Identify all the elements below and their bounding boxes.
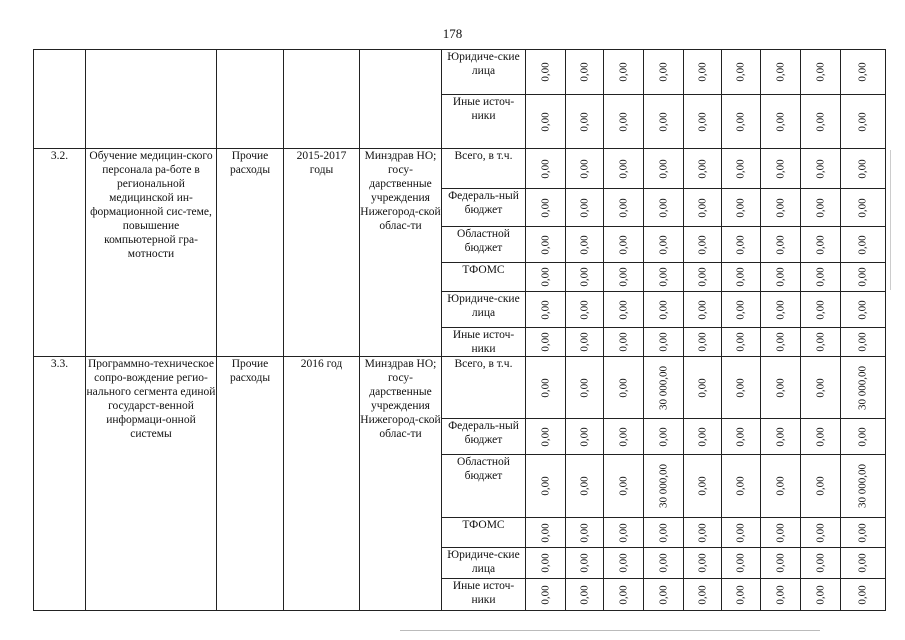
amount-value: 0,00 [734, 332, 747, 352]
funding-source: Юридиче-ские лица [442, 292, 526, 328]
amount-cell [566, 357, 604, 419]
amount-cell [604, 227, 644, 263]
amount-value: 30 000,00 [856, 365, 869, 410]
amount-cell [841, 419, 886, 455]
scan-artifact-line [400, 630, 820, 631]
amount-value: 0,00 [539, 553, 551, 573]
amount-value: 0,00 [814, 234, 826, 255]
amount-value: 0,00 [774, 197, 786, 218]
amount-cell [801, 149, 841, 189]
amount-cell [566, 263, 604, 292]
amount-value: 0,00 [856, 426, 869, 447]
amount-cell [604, 292, 644, 328]
amount-cell [604, 263, 644, 292]
amount-cell [761, 149, 801, 189]
amount-cell [841, 263, 886, 292]
amount-value: 0,00 [774, 267, 786, 287]
amount-cell [684, 292, 722, 328]
item-executor: Минздрав НО; госу-дарственные учреждения Нижегород-ской облас-ти [360, 149, 442, 357]
amount-value: 0,00 [657, 158, 669, 179]
amount-cell [722, 455, 761, 518]
amount-cell [604, 419, 644, 455]
amount-value: 0,00 [734, 299, 747, 320]
amount-value: 0,00 [814, 332, 826, 352]
amount-value: 0,00 [657, 522, 669, 543]
amount-value: 0,00 [657, 584, 669, 605]
amount-cell [722, 189, 761, 227]
amount-cell [566, 328, 604, 357]
amount-cell [684, 548, 722, 579]
amount-cell [801, 227, 841, 263]
funding-source: Областной бюджет [442, 455, 526, 518]
amount-value: 0,00 [814, 377, 826, 398]
amount-cell [644, 328, 684, 357]
amount-cell [722, 357, 761, 419]
amount-value: 30 000,00 [856, 464, 869, 508]
funding-source: ТФОМС [442, 263, 526, 292]
amount-cell [761, 50, 801, 95]
funding-source: Всего, в т.ч. [442, 357, 526, 419]
amount-value: 0,00 [856, 584, 869, 605]
amount-value: 0,00 [578, 377, 590, 398]
amount-cell [526, 263, 566, 292]
amount-cell [801, 518, 841, 548]
amount-value: 0,00 [774, 234, 786, 255]
amount-cell [526, 189, 566, 227]
amount-value: 0,00 [617, 299, 629, 320]
amount-value: 0,00 [814, 476, 826, 496]
amount-cell [604, 328, 644, 357]
amount-value: 0,00 [734, 584, 747, 605]
amount-value: 0,00 [539, 377, 551, 398]
amount-value: 0,00 [856, 522, 869, 543]
amount-cell [644, 189, 684, 227]
item-number: 3.3. [34, 357, 86, 611]
amount-value: 0,00 [539, 111, 551, 132]
amount-value: 0,00 [539, 158, 551, 179]
amount-value: 0,00 [814, 267, 826, 287]
amount-value: 0,00 [578, 299, 590, 320]
amount-cell [604, 189, 644, 227]
amount-cell [644, 50, 684, 95]
amount-cell [801, 263, 841, 292]
amount-value: 0,00 [734, 234, 747, 255]
amount-value: 0,00 [578, 158, 590, 179]
amount-cell [644, 419, 684, 455]
amount-cell [722, 50, 761, 95]
funding-source: Иные источ-ники [442, 328, 526, 357]
amount-cell [526, 455, 566, 518]
amount-cell [801, 189, 841, 227]
amount-value: 0,00 [856, 111, 869, 132]
amount-value: 0,00 [696, 377, 708, 398]
amount-value: 0,00 [578, 522, 590, 543]
amount-value: 0,00 [696, 299, 708, 320]
amount-value: 0,00 [617, 62, 629, 82]
amount-cell [566, 50, 604, 95]
amount-cell [841, 328, 886, 357]
amount-value: 0,00 [814, 62, 826, 82]
amount-value: 0,00 [856, 158, 869, 179]
funding-source: Иные источ-ники [442, 579, 526, 611]
amount-cell [684, 455, 722, 518]
amount-value: 0,00 [617, 234, 629, 255]
amount-value: 0,00 [539, 62, 551, 82]
amount-value: 0,00 [657, 111, 669, 132]
amount-value: 0,00 [814, 584, 826, 605]
amount-cell [644, 227, 684, 263]
amount-cell [604, 50, 644, 95]
funding-source: Иные источ-ники [442, 95, 526, 149]
amount-cell [604, 95, 644, 149]
amount-cell [722, 292, 761, 328]
amount-value: 0,00 [814, 426, 826, 447]
amount-cell [644, 548, 684, 579]
amount-cell [644, 292, 684, 328]
amount-cell [841, 455, 886, 518]
amount-cell [644, 263, 684, 292]
amount-value: 0,00 [578, 553, 590, 573]
amount-value: 0,00 [734, 197, 747, 218]
amount-value: 0,00 [696, 111, 708, 132]
amount-value: 0,00 [774, 476, 786, 496]
item-title [86, 50, 217, 149]
table-row [34, 50, 886, 95]
amount-value: 0,00 [774, 158, 786, 179]
table-row [34, 149, 886, 189]
amount-cell [841, 548, 886, 579]
amount-value: 0,00 [539, 299, 551, 320]
amount-cell [761, 95, 801, 149]
amount-cell [526, 50, 566, 95]
amount-cell [566, 227, 604, 263]
amount-cell [722, 149, 761, 189]
amount-cell [684, 357, 722, 419]
amount-value: 0,00 [734, 426, 747, 447]
amount-cell [684, 263, 722, 292]
amount-value: 0,00 [856, 267, 869, 287]
amount-value: 0,00 [734, 267, 747, 287]
amount-value: 0,00 [856, 332, 869, 352]
amount-cell [566, 518, 604, 548]
amount-cell [566, 292, 604, 328]
amount-cell [841, 189, 886, 227]
amount-value: 0,00 [696, 267, 708, 287]
amount-cell [526, 357, 566, 419]
amount-cell [604, 149, 644, 189]
amount-value: 0,00 [539, 522, 551, 543]
funding-source: Всего, в т.ч. [442, 149, 526, 189]
amount-cell [761, 518, 801, 548]
amount-value: 0,00 [657, 426, 669, 447]
amount-cell [526, 328, 566, 357]
amount-value: 0,00 [617, 377, 629, 398]
amount-value: 0,00 [734, 111, 747, 132]
amount-value: 0,00 [814, 299, 826, 320]
funding-source: Федераль-ный бюджет [442, 189, 526, 227]
funding-source: Федераль-ный бюджет [442, 419, 526, 455]
amount-value: 0,00 [657, 234, 669, 255]
amount-cell [604, 548, 644, 579]
funding-source: ТФОМС [442, 518, 526, 548]
amount-value: 0,00 [774, 111, 786, 132]
amount-value: 0,00 [734, 377, 747, 398]
amount-value: 0,00 [539, 426, 551, 447]
amount-cell [761, 263, 801, 292]
amount-value: 0,00 [657, 267, 669, 287]
amount-cell [644, 455, 684, 518]
amount-value: 0,00 [734, 62, 747, 82]
amount-value: 0,00 [657, 299, 669, 320]
amount-cell [526, 548, 566, 579]
amount-value: 0,00 [657, 197, 669, 218]
amount-cell [841, 357, 886, 419]
amount-value: 0,00 [774, 62, 786, 82]
amount-cell [566, 149, 604, 189]
amount-cell [644, 357, 684, 419]
amount-cell [761, 357, 801, 419]
amount-cell [841, 579, 886, 611]
amount-cell [841, 50, 886, 95]
amount-value: 0,00 [539, 197, 551, 218]
amount-cell [801, 548, 841, 579]
amount-cell [644, 579, 684, 611]
amount-cell [761, 579, 801, 611]
amount-value: 0,00 [774, 584, 786, 605]
funding-source: Юридиче-ские лица [442, 50, 526, 95]
amount-value: 0,00 [696, 197, 708, 218]
amount-cell [526, 95, 566, 149]
amount-cell [722, 419, 761, 455]
amount-value: 0,00 [856, 62, 869, 82]
amount-cell [604, 455, 644, 518]
amount-value: 0,00 [814, 197, 826, 218]
amount-cell [566, 95, 604, 149]
funding-source: Юридиче-ские лица [442, 548, 526, 579]
expense-type: Прочие расходы [217, 357, 284, 611]
item-title: Обучение медицин-ского персонала ра-боте в региональной медицинской ин-формационной сис-теме, повышение компьютерной гра-мотности [86, 149, 217, 357]
amount-cell [526, 518, 566, 548]
amount-value: 0,00 [774, 332, 786, 352]
financing-table [33, 49, 886, 611]
amount-value: 0,00 [539, 332, 551, 352]
amount-cell [722, 263, 761, 292]
item-executor: Минздрав НО; госу-дарственные учреждения Нижегород-ской облас-ти [360, 357, 442, 611]
amount-value: 0,00 [578, 111, 590, 132]
amount-cell [761, 292, 801, 328]
amount-cell [801, 95, 841, 149]
amount-value: 0,00 [578, 584, 590, 605]
amount-cell [526, 227, 566, 263]
amount-cell [644, 518, 684, 548]
amount-value: 0,00 [696, 62, 708, 82]
amount-value: 0,00 [696, 234, 708, 255]
amount-value: 0,00 [734, 553, 747, 573]
amount-cell [801, 328, 841, 357]
funding-source: Областной бюджет [442, 227, 526, 263]
amount-value: 0,00 [774, 377, 786, 398]
amount-cell [566, 189, 604, 227]
amount-cell [526, 292, 566, 328]
amount-cell [761, 227, 801, 263]
amount-cell [801, 292, 841, 328]
amount-value: 0,00 [774, 522, 786, 543]
amount-value: 0,00 [856, 553, 869, 573]
amount-value: 0,00 [814, 111, 826, 132]
amount-value: 0,00 [578, 426, 590, 447]
amount-cell [566, 579, 604, 611]
amount-value: 0,00 [696, 476, 708, 496]
amount-cell [801, 357, 841, 419]
amount-cell [801, 455, 841, 518]
amount-value: 0,00 [657, 332, 669, 352]
amount-cell [722, 579, 761, 611]
amount-cell [566, 419, 604, 455]
amount-value: 0,00 [617, 197, 629, 218]
amount-cell [526, 419, 566, 455]
amount-value: 0,00 [774, 299, 786, 320]
amount-cell [644, 149, 684, 189]
amount-cell [644, 95, 684, 149]
amount-cell [761, 189, 801, 227]
amount-cell [722, 328, 761, 357]
amount-cell [684, 189, 722, 227]
page-number: 178 [442, 26, 463, 41]
item-title: Программно-техническое сопро-вождение регио-нального сегмента единой государст-венной информаци-онной системы [86, 357, 217, 611]
amount-value: 0,00 [578, 234, 590, 255]
item-years: 2015-2017 годы [284, 149, 360, 357]
amount-value: 0,00 [734, 158, 747, 179]
amount-value: 0,00 [856, 299, 869, 320]
amount-cell [841, 518, 886, 548]
amount-value: 30 000,00 [657, 365, 669, 410]
amount-cell [801, 419, 841, 455]
amount-cell [761, 328, 801, 357]
amount-value: 0,00 [617, 553, 629, 573]
item-number: 3.2. [34, 149, 86, 357]
amount-value: 0,00 [657, 553, 669, 573]
item-executor [360, 50, 442, 149]
amount-value: 0,00 [774, 553, 786, 573]
amount-value: 0,00 [539, 476, 551, 496]
scan-artifact-line [890, 150, 891, 290]
amount-cell [526, 579, 566, 611]
amount-cell [761, 548, 801, 579]
amount-cell [841, 95, 886, 149]
amount-cell [604, 357, 644, 419]
amount-value: 0,00 [617, 426, 629, 447]
amount-value: 0,00 [696, 426, 708, 447]
amount-value: 0,00 [617, 332, 629, 352]
amount-cell [684, 579, 722, 611]
amount-value: 0,00 [696, 584, 708, 605]
amount-cell [684, 149, 722, 189]
amount-cell [526, 149, 566, 189]
amount-value: 0,00 [539, 584, 551, 605]
item-number [34, 50, 86, 149]
amount-cell [684, 227, 722, 263]
amount-value: 0,00 [696, 332, 708, 352]
amount-value: 0,00 [617, 267, 629, 287]
expense-type: Прочие расходы [217, 149, 284, 357]
amount-value: 0,00 [578, 197, 590, 218]
amount-cell [684, 518, 722, 548]
amount-value: 0,00 [734, 522, 747, 543]
amount-value: 0,00 [578, 332, 590, 352]
amount-cell [841, 149, 886, 189]
amount-cell [761, 419, 801, 455]
amount-value: 0,00 [617, 584, 629, 605]
amount-value: 0,00 [814, 158, 826, 179]
table-row [34, 357, 886, 419]
amount-value: 30 000,00 [657, 464, 669, 508]
amount-cell [684, 50, 722, 95]
amount-value: 0,00 [734, 476, 747, 496]
amount-value: 0,00 [578, 476, 590, 496]
amount-value: 0,00 [617, 476, 629, 496]
amount-value: 0,00 [696, 553, 708, 573]
amount-value: 0,00 [657, 62, 669, 82]
item-years: 2016 год [284, 357, 360, 611]
amount-value: 0,00 [814, 553, 826, 573]
amount-cell [722, 95, 761, 149]
amount-value: 0,00 [617, 158, 629, 179]
amount-cell [566, 548, 604, 579]
amount-cell [801, 579, 841, 611]
amount-cell [684, 95, 722, 149]
amount-cell [761, 455, 801, 518]
amount-cell [604, 579, 644, 611]
amount-value: 0,00 [774, 426, 786, 447]
amount-value: 0,00 [856, 197, 869, 218]
amount-cell [722, 518, 761, 548]
amount-value: 0,00 [578, 62, 590, 82]
amount-value: 0,00 [539, 234, 551, 255]
amount-cell [841, 227, 886, 263]
amount-cell [684, 419, 722, 455]
amount-value: 0,00 [696, 158, 708, 179]
amount-cell [722, 548, 761, 579]
expense-type [217, 50, 284, 149]
amount-cell [841, 292, 886, 328]
amount-cell [684, 328, 722, 357]
amount-value: 0,00 [856, 234, 869, 255]
amount-value: 0,00 [539, 267, 551, 287]
amount-value: 0,00 [617, 522, 629, 543]
amount-value: 0,00 [578, 267, 590, 287]
amount-cell [566, 455, 604, 518]
amount-value: 0,00 [814, 522, 826, 543]
amount-cell [722, 227, 761, 263]
item-years [284, 50, 360, 149]
amount-cell [604, 518, 644, 548]
amount-cell [801, 50, 841, 95]
amount-value: 0,00 [617, 111, 629, 132]
amount-value: 0,00 [696, 522, 708, 543]
